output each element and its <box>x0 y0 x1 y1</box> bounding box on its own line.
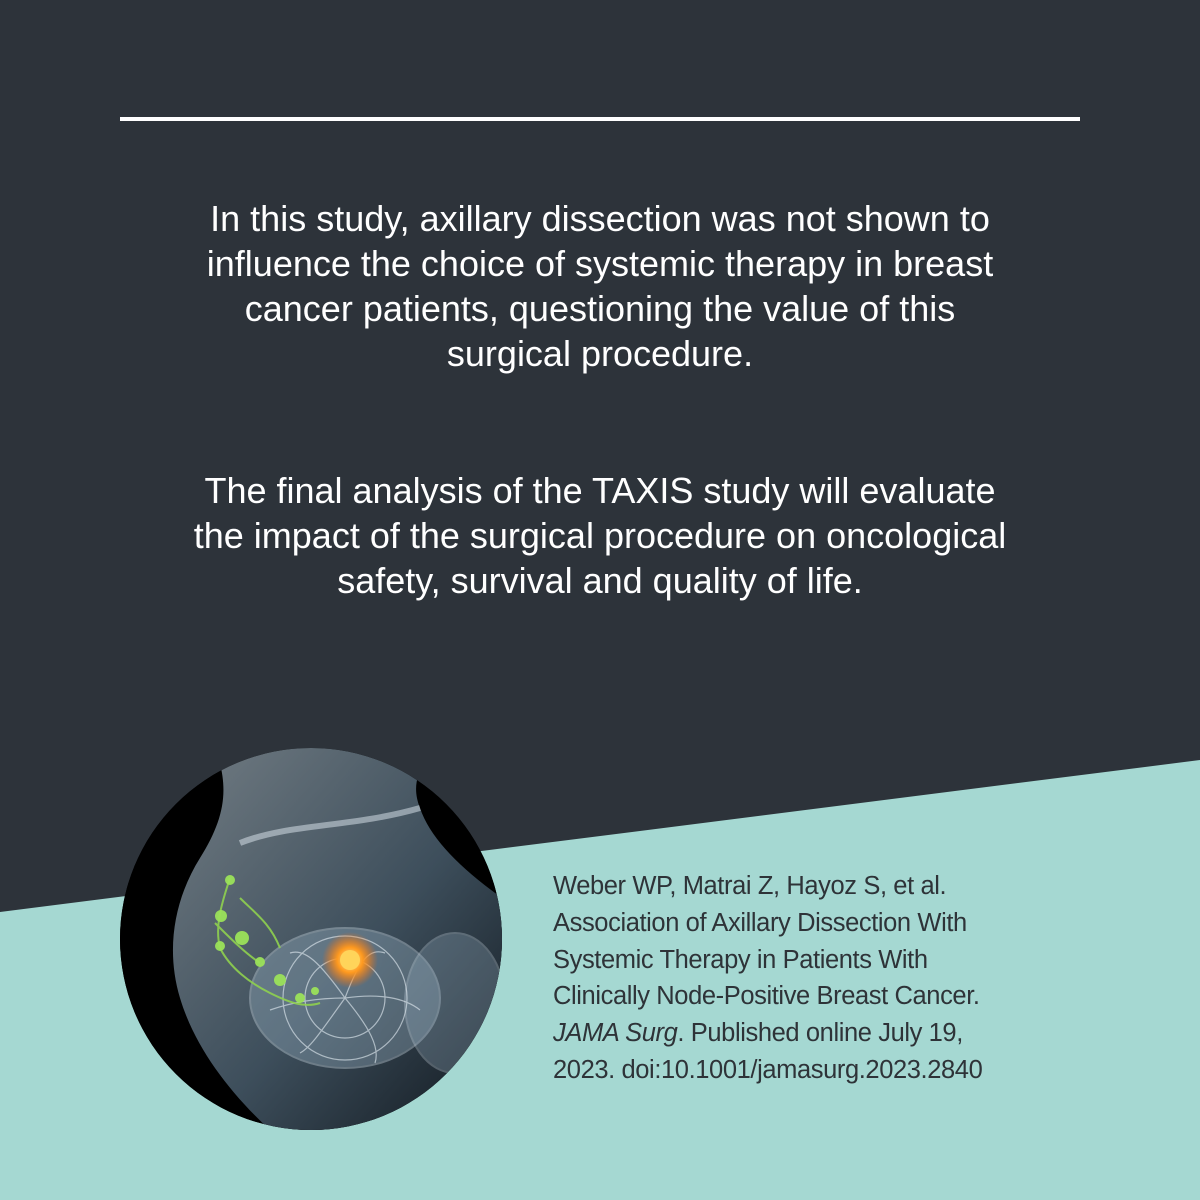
citation-journal: JAMA Surg <box>553 1019 678 1048</box>
key-finding-text: In this study, axillary dissection was not shown to influence the choice of systemic therapy in breast cancer patients, questioning the value of this surgical procedure. <box>206 198 994 374</box>
anatomy-illustration <box>120 748 502 1130</box>
reference-citation <box>553 868 1113 1089</box>
citation-details: . Published online July 19, 2023. doi:10.1001/jamasurg.2023.2840 <box>553 1019 983 1084</box>
top-divider <box>120 117 1080 121</box>
future-analysis-text: The final analysis of the TAXIS study will evaluate the impact of the surgical procedure on oncological safety, survival and quality of life. <box>193 470 1007 601</box>
citation-authors-title: Weber WP, Matrai Z, Hayoz S, et al. Association of Axillary Dissection With Systemic Therapy in Patients With Clinically Node-Positive Breast Cancer. <box>553 872 980 1011</box>
